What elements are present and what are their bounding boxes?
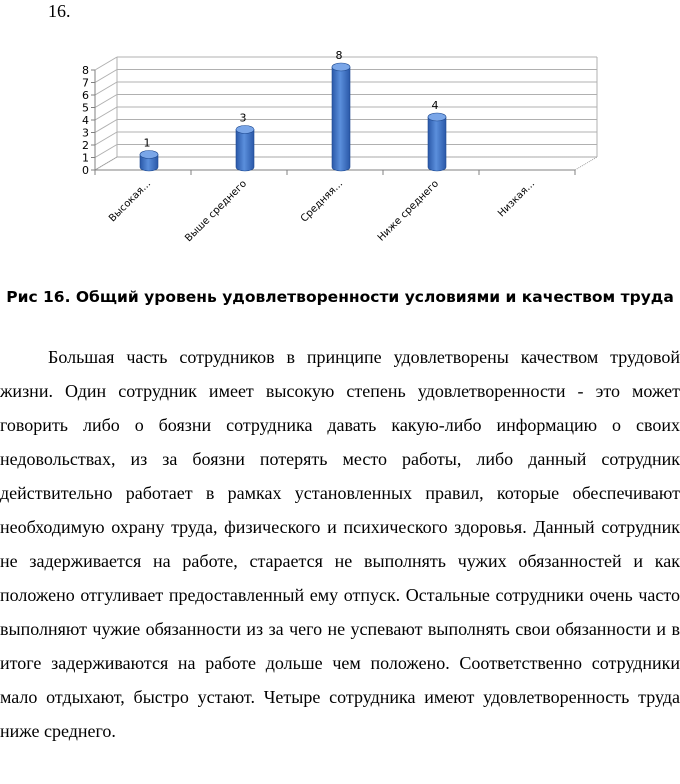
bar-top xyxy=(332,63,350,71)
bar-top xyxy=(140,151,158,159)
body-paragraph xyxy=(0,340,680,748)
bar-body xyxy=(428,117,446,171)
page-number: 16. xyxy=(48,1,71,21)
bar-top xyxy=(428,113,446,121)
y-tick-label: 4 xyxy=(82,114,89,127)
bar-chart xyxy=(0,40,680,280)
bar xyxy=(236,126,254,172)
chart-labels xyxy=(107,49,537,244)
bar xyxy=(140,151,158,172)
data-label: 1 xyxy=(143,136,151,150)
gridline-side xyxy=(95,70,117,83)
gridline-side xyxy=(95,107,117,120)
data-label: 8 xyxy=(335,49,343,62)
y-tick-label: 7 xyxy=(82,76,89,90)
gridline-side xyxy=(95,95,117,108)
data-label: 4 xyxy=(431,99,439,112)
y-tick-label: 1 xyxy=(82,151,89,165)
bar-body xyxy=(236,130,254,172)
bar xyxy=(332,63,350,171)
x-tick-label: Низкая... xyxy=(496,178,538,220)
bar xyxy=(428,113,446,171)
x-tick-label: Средняя... xyxy=(298,178,346,225)
y-tick-label: 3 xyxy=(82,126,89,140)
y-tick-label: 0 xyxy=(82,164,89,177)
x-tick-label: Высокая... xyxy=(107,178,154,225)
gridline-side xyxy=(95,57,117,70)
gridline-side xyxy=(95,82,117,95)
bar-top xyxy=(236,126,254,134)
paragraph-text: Большая часть сотрудников в принципе удовлетворены качеством трудовой жизни. Один сотрудник имеет высокую степень удовлетворенности - это может говорить либо о боязни сотрудника давать какую-либо информацию о своих недовольствах, из за боязни потерять место работы, либо данный сотрудник действительно работает в рамках установленных правил, которые обеспечивают необходимую охрану труда, физического и психического здоровья. Данный сотрудник не задерживается на работе, старается не выполнять чужих обязанностей и как положено отгуливает предоставленный ему отпуск. Остальные сотрудники очень часто выполняют чужие обязанности из за чего не успевают выполнять свои обязанности и в итоге задерживаются на работе дольше чем положено. Соответственно сотрудники мало отдыхают, быстро устают. Четыре сотрудника имеют удовлетворенность труда ниже среднего. xyxy=(0,347,680,741)
gridline-side xyxy=(95,132,117,145)
bar-body xyxy=(332,67,350,171)
x-tick-label: Выше среднего xyxy=(183,178,250,245)
y-tick-label: 8 xyxy=(82,64,89,77)
y-tick-label: 6 xyxy=(82,89,89,102)
gridline-side xyxy=(95,145,117,158)
y-tick-label: 5 xyxy=(82,101,89,115)
x-tick-label: Ниже среднего xyxy=(375,178,442,244)
data-label: 3 xyxy=(239,111,247,125)
figure-caption: Рис 16. Общий уровень удовлетворенности условиями и качеством труда xyxy=(6,288,674,306)
gridline-side xyxy=(95,120,117,133)
y-tick-label: 2 xyxy=(82,139,89,152)
chart-bars xyxy=(140,63,446,171)
